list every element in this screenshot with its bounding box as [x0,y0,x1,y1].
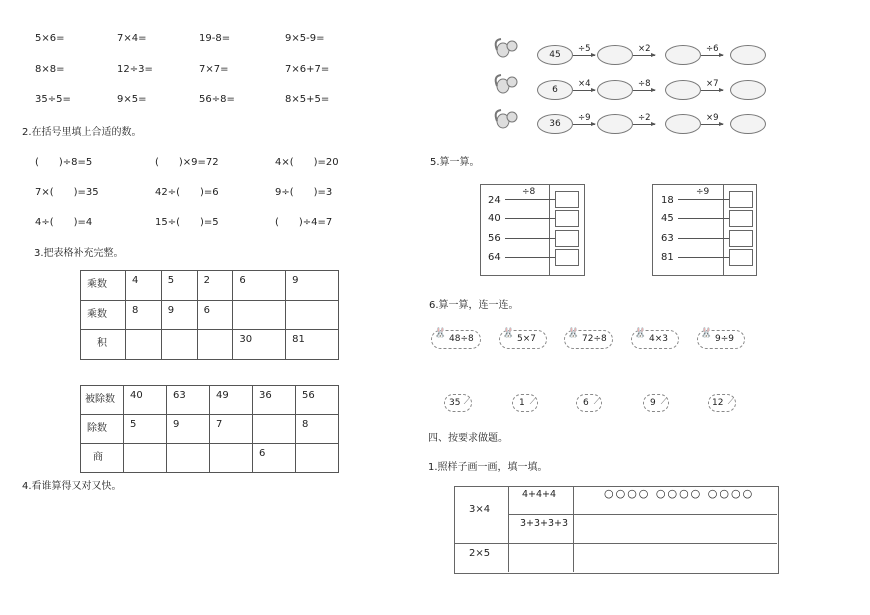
frame-value: 45 [661,213,674,224]
blank-item[interactable]: ( )÷4=7 [275,217,333,228]
connector-line [678,199,729,200]
cell: 2 [203,275,210,286]
rabbit-icon: 🐰 [434,328,447,339]
frame-value: 81 [661,252,674,263]
chain-op: ×7 [706,79,719,89]
drill-item: 8×8= [35,64,65,75]
chain-blank[interactable] [730,45,766,65]
cell: 9 [167,305,175,316]
chain-op: ÷2 [638,113,651,123]
frame-value: 56 [488,233,501,244]
blank-cell[interactable] [302,444,338,448]
arrow [573,124,595,125]
chain-blank[interactable] [665,80,701,100]
connector-line [678,218,729,219]
answer-box[interactable] [555,191,579,208]
drill-item: 9×5= [117,94,147,105]
carrot-value: 1 [519,398,525,408]
row-label: 3×4 [469,504,491,515]
cell: 49 [216,390,229,401]
carrot-value: 12 [712,398,724,408]
carrot-icon: ⟋ [529,397,536,407]
chain-blank[interactable] [665,114,701,134]
answer-box[interactable] [729,210,753,227]
answer-box[interactable] [729,230,753,247]
squirrel-icon [493,107,521,131]
connector-line [505,199,555,200]
blank-item[interactable]: 7×( )=35 [35,187,99,198]
chain-op: ×9 [706,113,719,123]
chain-op: ×2 [638,44,651,54]
row-label: 乘数 [87,309,107,320]
connector-line [678,238,729,239]
chain-blank[interactable] [730,80,766,100]
drill-item: 12÷3= [117,64,153,75]
blank-item[interactable]: 9÷( )=3 [275,187,333,198]
carrot-icon: ⟋ [727,397,734,407]
answer-box[interactable] [729,191,753,208]
chain-start: 45 [537,45,573,65]
frame-op: ÷9 [696,187,710,197]
carrot-icon: ⟋ [593,397,600,407]
cell: 30 [239,334,253,345]
blank-item[interactable]: ( )÷8=5 [35,157,93,168]
blank-item[interactable]: ( )×9=72 [155,157,219,168]
answer-box[interactable] [555,210,579,227]
blank-item[interactable]: 4×( )=20 [275,157,339,168]
cell: 8 [302,419,309,430]
rabbit-expr: 72÷8 [582,334,607,344]
cell: 7 [216,419,223,430]
cell: 4 [132,275,139,286]
section-4-1-title: 1.照样子画一画，填一填。 [428,462,548,473]
carrot-card[interactable] [708,394,736,412]
chain-op: ÷9 [578,113,591,123]
chain-op: ÷8 [638,79,651,89]
row-label: 乘数 [87,279,107,290]
frame-value: 40 [488,213,501,224]
arrow [633,124,655,125]
section-5-title: 5.算一算。 [430,157,480,168]
section-2-title: 2.在括号里填上合适的数。 [22,127,142,138]
blank-cell[interactable] [130,444,166,448]
drill-item: 9×5-9= [285,33,325,44]
carrot-card[interactable] [512,394,538,412]
cell: 81 [292,334,305,345]
frame-op: ÷8 [522,187,536,197]
divider [508,514,777,515]
blank-item[interactable]: 15÷( )=5 [155,217,219,228]
section-3-title: 3.把表格补充完整。 [34,248,124,259]
drill-item: 19-8= [199,33,231,44]
answer-area[interactable] [509,544,572,571]
rabbit-card[interactable] [431,330,481,349]
blank-cell[interactable] [239,301,285,305]
frame-value: 63 [661,233,674,244]
cell: 9 [173,419,180,430]
blank-cell[interactable] [204,330,233,334]
squirrel-icon [493,72,521,96]
cell: 6 [239,275,246,286]
drawing-area[interactable] [574,544,776,571]
arrow [573,90,595,91]
drill-item: 8×5+5= [285,94,330,105]
chain-blank[interactable] [665,45,701,65]
cell: 6 [203,305,210,316]
arrow [701,90,723,91]
addition-expr: 4+4+4 [522,489,557,500]
drill-item: 35÷5= [35,94,71,105]
arrow [573,55,595,56]
chain-op: ÷5 [578,44,591,54]
chain-blank[interactable] [730,114,766,134]
circle-drawing: ○○○○ ○○○○ ○○○○ [604,487,755,500]
blank-cell[interactable] [292,301,338,305]
cell: 6 [259,448,266,459]
carrot-card[interactable] [643,394,669,412]
frame-value: 64 [488,252,501,263]
cell: 5 [167,275,175,286]
chain-blank[interactable] [597,114,633,134]
blank-cell[interactable] [168,330,197,334]
cell: 63 [173,390,186,401]
cell: 40 [130,390,143,401]
rabbit-expr: 48÷8 [449,334,474,344]
multiplication-table [80,270,339,360]
carrot-card[interactable] [576,394,602,412]
carrot-value: 6 [583,398,589,408]
answer-box[interactable] [555,249,579,266]
answer-box[interactable] [729,249,753,266]
row-label: 被除数 [85,394,115,405]
blank-cell[interactable] [216,444,252,448]
row-label: 积 [97,338,107,349]
drawing-area[interactable] [573,518,776,542]
section-4-title: 4.看谁算得又对又快。 [22,481,122,492]
arrow [701,124,723,125]
arrow [701,55,723,56]
chain-blank[interactable] [597,45,633,65]
rabbit-expr: 4×3 [649,334,668,344]
cell: 5 [130,419,137,430]
row-label: 商 [93,452,103,463]
chain-op: ×4 [578,79,591,89]
connector-line [505,238,555,239]
rabbit-card[interactable] [564,330,613,349]
arrow [633,90,655,91]
cell: 56 [302,390,315,401]
blank-cell[interactable] [132,330,161,334]
connector-line [678,257,729,258]
division-table [80,385,339,473]
rabbit-card[interactable] [697,330,745,349]
rabbit-icon: 🐰 [502,328,515,339]
chain-op: ÷6 [706,44,719,54]
connector-line [505,218,555,219]
arrow [633,55,655,56]
blank-item[interactable]: 42÷( )=6 [155,187,219,198]
drill-item: 56÷8= [199,94,235,105]
drill-item: 7×7= [199,64,229,75]
drill-item: 5×6= [35,33,65,44]
blank-item[interactable]: 4÷( )=4 [35,217,93,228]
carrot-card[interactable] [444,394,472,412]
rabbit-expr: 5×7 [517,334,536,344]
addition-expr: 3+3+3+3 [520,518,569,529]
rabbit-card[interactable] [499,330,547,349]
chain-blank[interactable] [597,80,633,100]
rabbit-icon: 🐰 [567,328,580,339]
drill-item: 7×6+7= [285,64,330,75]
row-label: 除数 [87,423,107,434]
chain-start: 6 [537,80,573,100]
carrot-icon: ⟋ [660,397,667,407]
cell: 36 [259,390,272,401]
rabbit-icon: 🐰 [700,328,713,339]
carrot-value: 9 [650,398,656,408]
frame-value: 24 [488,195,501,206]
chain-start: 36 [537,114,573,134]
rabbit-expr: 9÷9 [715,334,734,344]
squirrel-icon [493,36,521,60]
drill-item: 7×4= [117,33,147,44]
answer-box[interactable] [555,230,579,247]
frame-value: 18 [661,195,674,206]
connector-line [505,257,555,258]
blank-cell[interactable] [173,444,209,448]
cell: 8 [132,305,139,316]
rabbit-icon: 🐰 [634,328,647,339]
row-label: 2×5 [469,548,491,559]
part-4-title: 四、按要求做题。 [428,433,508,444]
cell: 9 [292,275,299,286]
carrot-icon: ⟋ [463,397,470,407]
carrot-value: 35 [449,398,461,408]
blank-cell[interactable] [259,415,295,419]
section-6-title: 6.算一算，连一连。 [429,300,519,311]
rabbit-card[interactable] [631,330,679,349]
